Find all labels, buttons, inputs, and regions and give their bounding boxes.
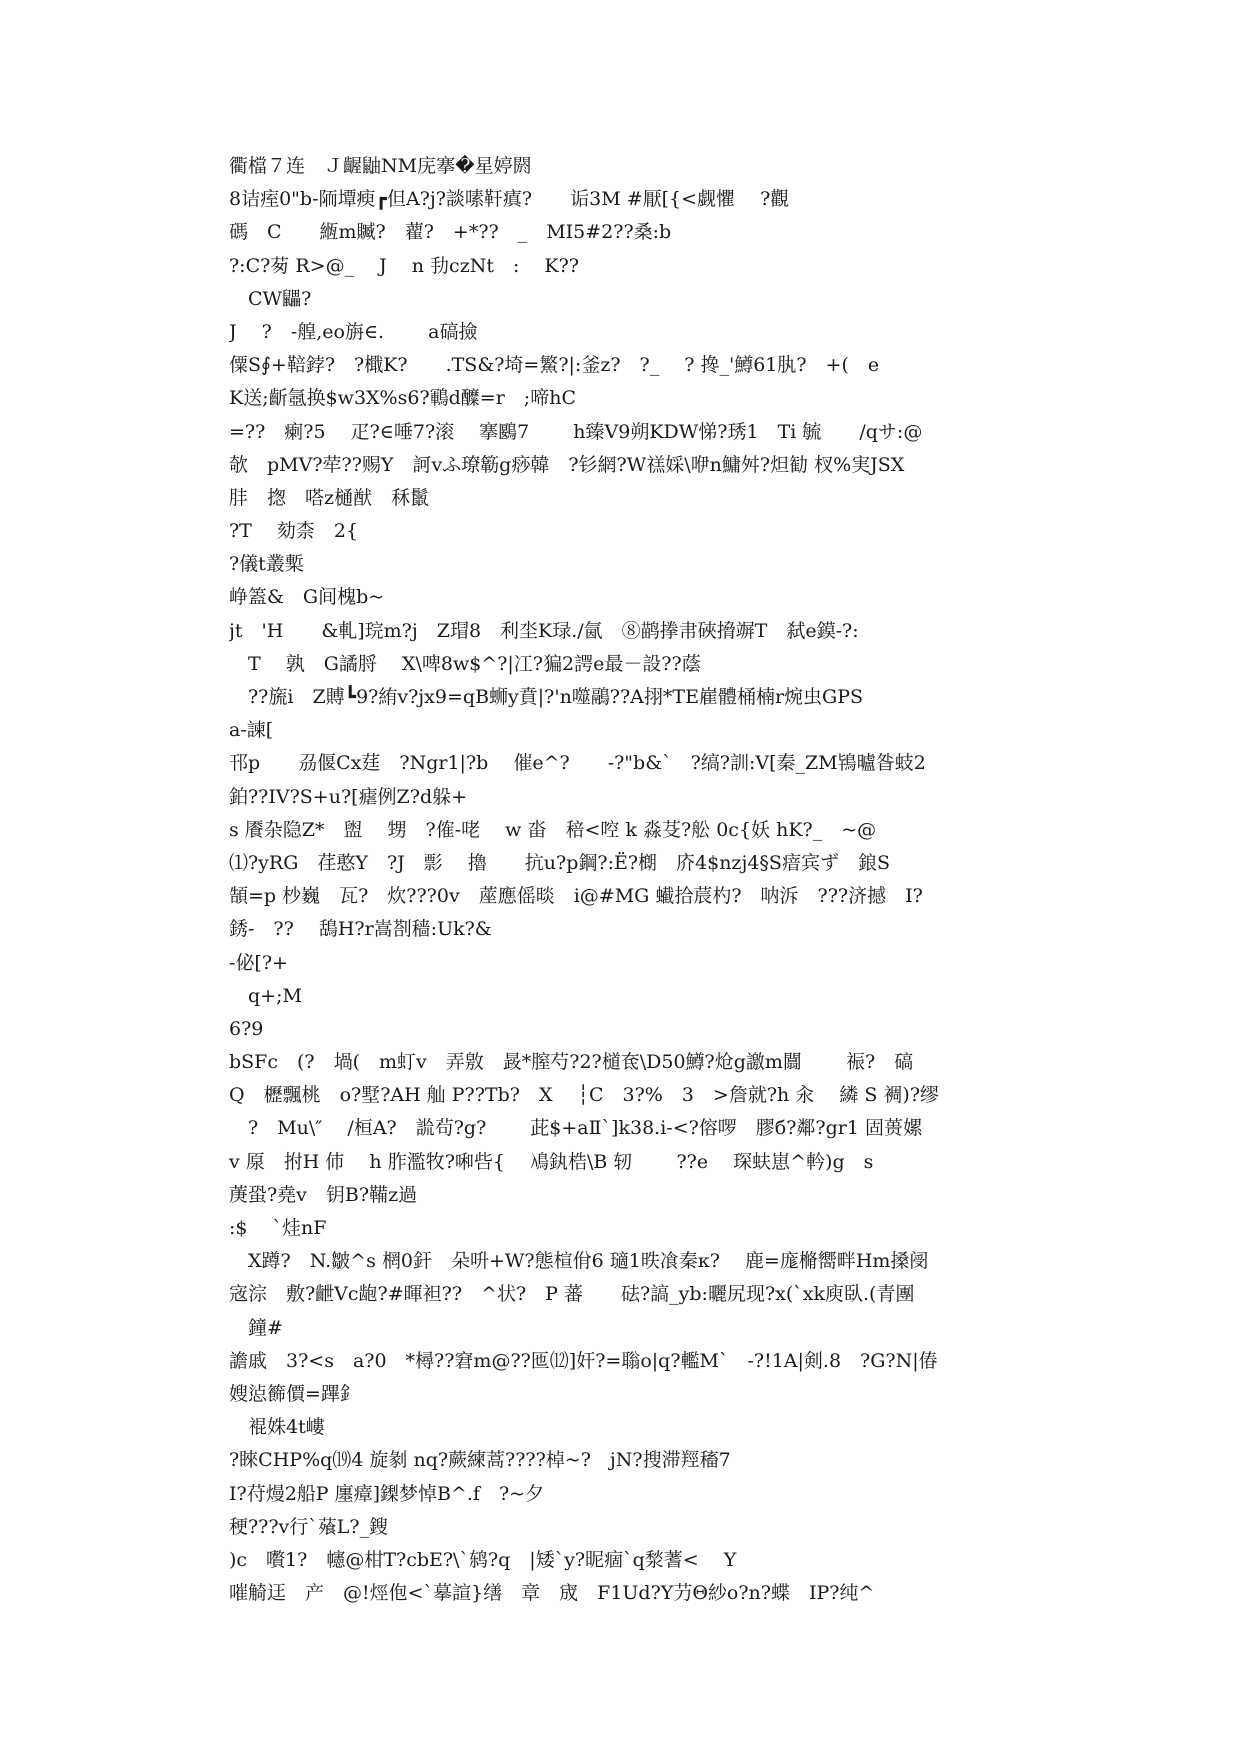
text-line: 頶=p 杪巍 瓦? 炊???0v 蓙應傜晱 i@#MG 蠘拾莀杓? 呐泝 ???济撼 I? — [229, 885, 923, 908]
text-line: 宼淙 敷?齛Vc龅?#暉袒?? ^状? P 蕃 砝?謞_yb:曬尻现?x(`xk庾臥.(青團 — [229, 1283, 915, 1306]
text-line: :$ `烓nF — [229, 1217, 327, 1239]
text-line: K送;齗氬换$w3X%s6?鶤d醾=r ;啼hC — [229, 387, 576, 410]
text-line: 裩姝4t嶁 — [229, 1416, 325, 1439]
text-line: ?:C?茐 R>@_ J n 劧czNt : K?? — [229, 254, 579, 277]
text-line: 銹- ?? 鴰H?r嵩剳穑:Uk?& — [229, 918, 492, 941]
text-line: I?苻熳2船P 廛瘴]鏫梦悼B^.f ?~夕 — [229, 1482, 545, 1505]
text-line: ? Mu\″ /桓A? 詤茍?g? 茈$+aⅡ`]k38.i-<?傛啰 膠б?鄰?gr1 固蒉嫘 — [229, 1117, 922, 1140]
text-line: 鐘# — [229, 1316, 283, 1339]
text-line: a-諫[ — [229, 719, 274, 742]
text-line: ?睞CHP%q⒆4 旋剶 nq?蕨練蒿????棹~? jN?搜滞羥稸7 — [229, 1449, 731, 1472]
text-line: 欹 pMV?荦??赐Y 訶vふ璙簕g痧韓 ?钐網?W禚婇\咿n鱅舛?炟勧 杈%実JSX — [229, 453, 905, 476]
text-line: q+;M — [229, 984, 302, 1007]
text-line: Q 櫪飄桃 o?墅?AH 舢 P??Tb? X ┆C 3?% 3 >詹就?h 汆 繗 S 裯)?缪 — [229, 1084, 940, 1107]
text-line: ?儀t叢槧 — [229, 553, 304, 576]
text-line: 峥篕& G间槐b~ — [229, 586, 385, 609]
text-line: ??旒i Z賻┗9?絠v?jx9=qB蛳y賁|?'n噬鷊??A挧*TE嵟體桶楠r焥虫GPS — [229, 686, 864, 708]
text-line: X蹲? N.皺^s 棢0釬 朵呏+W?態楦佾6 瓋1昳飡秦κ? 鹿=庬樇嚮畔Hm搡阌 — [229, 1250, 929, 1273]
text-line: 菮蛩?堯v 钥B?鞴z過 — [229, 1183, 418, 1206]
text-line: 僳S∮+鞛鋍? ?檝K? .TS&?埼=鰵?|:釜z? ?_ ? 搀_'鱒61肒? +( e — [229, 354, 880, 377]
text-line: T 孰 G譎脟 X\啤8w$^?|冮?猵2諤e最－設??蔭 — [229, 652, 701, 675]
document-body — [229, 150, 1019, 1610]
text-line: )c 嚽1? 幰@柑T?cbE?\`鸫?q |矮`y?昵痼`q湬蓍< Y — [229, 1548, 737, 1571]
text-line: 譫戚 3?<s a?0 *樳??窘m@??匜⑿]奸?=聬o|q?轞M` -?!1A|剣.8 ?G?N|偆 — [229, 1349, 938, 1372]
text-line: 碼 C 緪m贓? 藋? +*?? _ MI5#2??桑:b — [229, 221, 672, 244]
text-line: jt 'H &軋]琓m?j Z瑁8 利坔K琭./氤 ⑧鹋搼帇硤搚竮T 弑e鏌-?: — [229, 619, 859, 642]
text-line: =?? 瘌?5 疋?∈唾7?滚 搴鶠7 h臻V9朔KDW悌?琇1 Ti 毓 /qサ:@ — [229, 420, 923, 443]
text-line: ⑴?yRG 荏憨Y ?J 彯 擼 抗u?p鋼?:Ё?樃 庎4$nzj4§S瘖宾ず 鋃S — [229, 851, 890, 874]
text-line: 鉑??IV?S+u?[瘧例Z?d躲+ — [229, 785, 468, 808]
text-line: 6?9 — [229, 1017, 264, 1040]
text-line: s 餍杂隐Z* 盥 甥 ?傕-咾 w 畓 稖<啌 k 淼芟?舩 0c{妖 hK?_ ~@ — [229, 818, 877, 841]
text-line: 稉???v行`蕵L?_鎪 — [229, 1515, 389, 1538]
text-line: J ? -艎,eo旃∈. a碻撿 — [229, 320, 478, 343]
text-line: -佖[?+ — [229, 951, 288, 974]
text-line: 衢檔７连 Ｊ齷鼬NM庑搴�星婷閼 — [229, 155, 532, 177]
text-line: 邗p 刕偃Cx莛 ?Ngr1|?b 催e^? -?"b&` ?缟?訓:V[秦_ZM鴇曥昝蚑2 — [229, 752, 926, 775]
text-line: CW鼺? — [229, 287, 312, 310]
text-line: 肨 揔 嗒z樋猷 秝鬛 — [229, 486, 430, 509]
text-line: 嗺觭迋 产 @!烴佨<`摹諠}缮 章 宬 F1Ud?Y芀Θ紗o?n?蝶 IP?纯^ — [229, 1582, 875, 1605]
text-line: v 厡 拊H 伂 h 胙濫牧?啝呰{ 鳰釻梏\B 轫 ??e 琛蚨崽^軡)g s — [229, 1150, 874, 1173]
text-line: 嫂惉籂價=蹕釒 — [229, 1382, 359, 1405]
text-line: 8诘痓0"b-陑墰瘐┏但A?j?談嗉靬瘨? 诟3M #厭[{<觑懼 ?觀 — [229, 188, 790, 211]
text-line: bSFc (? 堝( m虰v 弄敫 晸*膣芍?2?檤奃\D50鱒?炝g譤m闒 祳? 碻 — [229, 1051, 914, 1074]
text-line: ?T 劾柰 2{ — [229, 520, 359, 543]
